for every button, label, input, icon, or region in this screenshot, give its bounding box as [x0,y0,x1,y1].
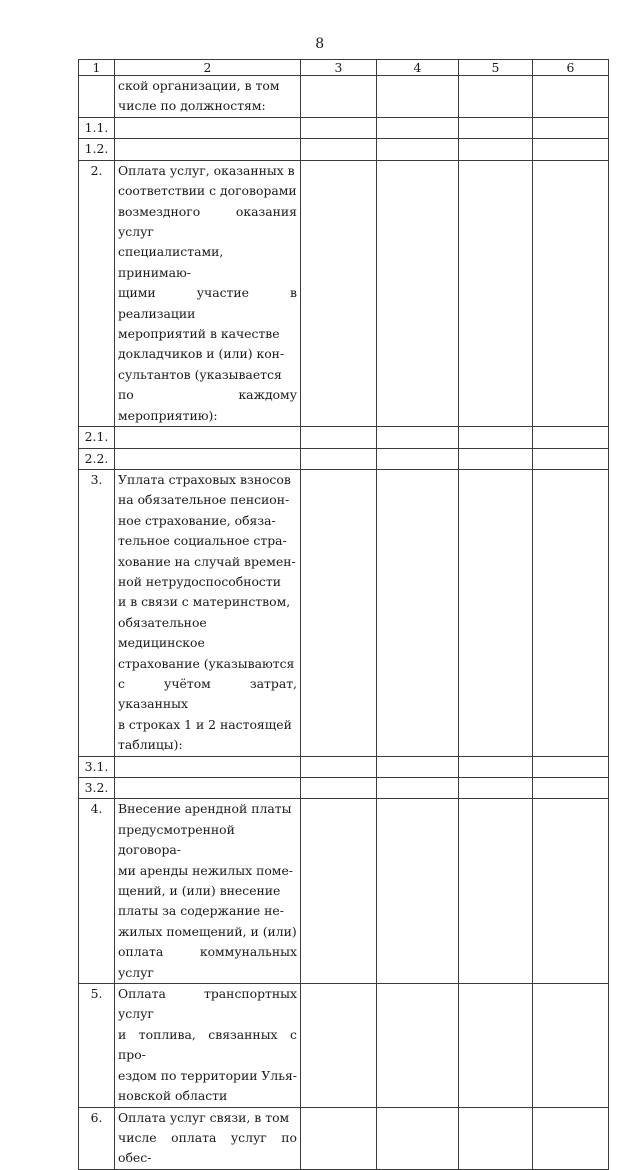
value-cell-col-6 [533,469,609,756]
row-number: 2.1. [79,427,115,448]
value-cell-col-4 [377,1107,459,1169]
row-description [115,984,301,1107]
row-description [115,799,301,984]
value-cell-col-6 [533,1107,609,1169]
value-cell-col-5 [459,799,533,984]
value-cell-col-3 [301,984,377,1107]
row-description-text: Оплата услуг связи, в том числе оплата услуг по обес- [118,1109,297,1166]
value-cell-col-6 [533,118,609,139]
value-cell-col-4 [377,984,459,1107]
row-description [115,427,301,448]
row-description [115,76,301,118]
value-cell-col-3 [301,1107,377,1169]
value-cell-col-4 [377,76,459,118]
row-number: 6. [79,1107,115,1169]
row-number: 2. [79,160,115,426]
value-cell-col-4 [377,799,459,984]
row-description [115,448,301,469]
value-cell-col-6 [533,778,609,799]
row-number: 4. [79,799,115,984]
value-cell-col-5 [459,139,533,160]
value-cell-col-6 [533,448,609,469]
value-cell-col-3 [301,799,377,984]
value-cell-col-5 [459,984,533,1107]
value-cell-col-3 [301,448,377,469]
table-row [79,469,609,756]
row-description [115,139,301,160]
row-number: 5. [79,984,115,1107]
row-description-text: ской организации, в том числе по должностям: [118,78,280,114]
row-description [115,778,301,799]
row-number [79,76,115,118]
expense-table [78,59,609,1170]
value-cell-col-3 [301,160,377,426]
value-cell-col-4 [377,118,459,139]
value-cell-col-6 [533,139,609,160]
value-cell-col-5 [459,427,533,448]
table-row [79,118,609,139]
header-col-1: 1 [79,60,115,76]
table-row [79,778,609,799]
value-cell-col-5 [459,778,533,799]
table-row [79,427,609,448]
value-cell-col-5 [459,1107,533,1169]
value-cell-col-4 [377,448,459,469]
table-row [79,799,609,984]
value-cell-col-4 [377,160,459,426]
value-cell-col-6 [533,799,609,984]
table-row [79,756,609,777]
value-cell-col-3 [301,427,377,448]
table-row [79,160,609,426]
value-cell-col-5 [459,160,533,426]
value-cell-col-6 [533,756,609,777]
table-header-row [79,60,609,76]
value-cell-col-5 [459,76,533,118]
row-description-text: Уплата страховых взносов на обязательное пенсион- ное страхование, обяза- тельное социальное стра- хование на случай времен- ной нетрудоспособности и в связи с материнством, обязательное медицинское страхование (указываются с учётом затрат, указанных в строках 1 и 2 настоящей таблицы): [118,471,297,753]
value-cell-col-4 [377,139,459,160]
row-number: 2.2. [79,448,115,469]
value-cell-col-4 [377,778,459,799]
header-col-2: 2 [115,60,301,76]
table-row [79,448,609,469]
header-col-4: 4 [377,60,459,76]
row-description-text: Оплата услуг, оказанных в соответствии с договорами возмездного оказания услуг специалистами, принимаю- щими участие в реализации мероприятий в качестве докладчиков и (или) кон- сультантов (указывается по каждому мероприятию): [118,162,297,423]
value-cell-col-3 [301,778,377,799]
table-row [79,76,609,118]
value-cell-col-3 [301,139,377,160]
table-row [79,139,609,160]
row-description [115,118,301,139]
row-description-text: Оплата транспортных услуг и топлива, связанных с про- ездом по территории Улья- новской области [118,986,297,1104]
row-description [115,1107,301,1169]
value-cell-col-4 [377,756,459,777]
value-cell-col-5 [459,756,533,777]
value-cell-col-3 [301,118,377,139]
row-description [115,469,301,756]
value-cell-col-3 [301,76,377,118]
value-cell-col-4 [377,469,459,756]
row-number: 3. [79,469,115,756]
value-cell-col-5 [459,469,533,756]
value-cell-col-6 [533,984,609,1107]
header-col-6: 6 [533,60,609,76]
table-row [79,1107,609,1169]
value-cell-col-6 [533,427,609,448]
table-row [79,984,609,1107]
row-description [115,160,301,426]
row-number: 1.2. [79,139,115,160]
row-description [115,756,301,777]
row-number: 1.1. [79,118,115,139]
header-col-3: 3 [301,60,377,76]
value-cell-col-3 [301,469,377,756]
value-cell-col-3 [301,756,377,777]
header-col-5: 5 [459,60,533,76]
page-number: 8 [315,36,325,52]
row-description-text: Внесение арендной платы предусмотренной договора- ми аренды нежилых поме- щений, и (или) внесение платы за содержание не- жилых помещений, и (или) оплата коммунальных услуг [118,801,297,980]
value-cell-col-5 [459,448,533,469]
value-cell-col-4 [377,427,459,448]
value-cell-col-6 [533,76,609,118]
row-number: 3.1. [79,756,115,777]
row-number: 3.2. [79,778,115,799]
value-cell-col-6 [533,160,609,426]
value-cell-col-5 [459,118,533,139]
